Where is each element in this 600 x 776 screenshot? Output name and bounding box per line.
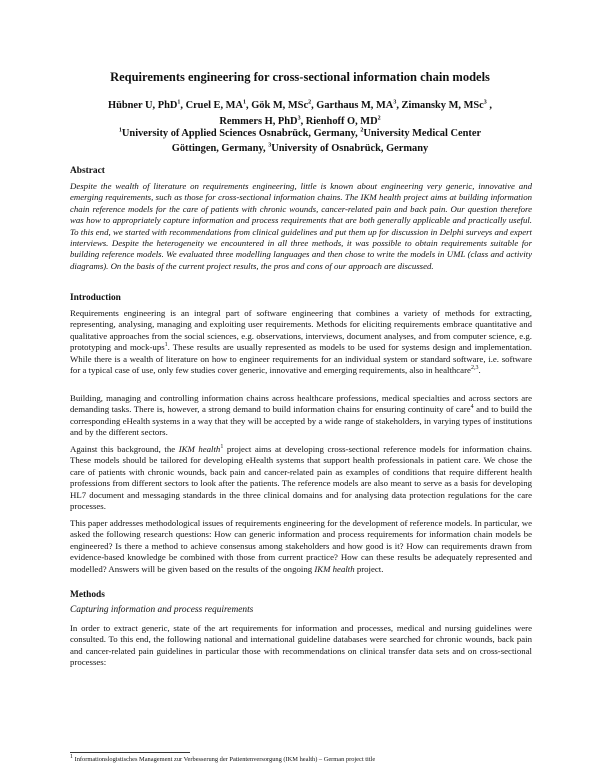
affiliation-mark: 2 (360, 127, 364, 134)
affiliation-mark: 3 (483, 99, 487, 106)
project-name: IKM health (314, 563, 355, 574)
methods-heading: Methods (70, 590, 105, 600)
affiliation-mark: 3 (268, 142, 272, 149)
abstract-text: Despite the wealth of literature on requirements engineering, little is known about engineering very generic, innovative and emerging requirements, such as those for cross-sectional information chains. The IKM health project aims at building information chain reference models for the care of patients with chronic wounds, cancer-related pain and back pain. Our question therefore was how to appropriately capture information and process requirements that are both generally applicable and practically useful. To this end, we started with recommendations from clinical guidelines and put them up for discussion in Delphi surveys and expert interviews. Despite the heterogeneity we encountered in all three methods, it was possible to obtain requirements suitable for building reference models. We evaluated three modelling languages and then chose to write the models in UML (class and activity diagrams). On the basis of the current project results, the pros and cons of our approach are discussed. (70, 181, 532, 271)
citation-mark: 2,3 (470, 365, 479, 372)
author-line-1 (80, 98, 520, 114)
citation-mark: 1 (164, 342, 168, 349)
author-name: , Garthaus M, MA (311, 100, 394, 111)
affiliation-mark: 2 (377, 115, 381, 122)
affiliation-text: Göttingen, Germany, (171, 143, 269, 154)
methods-paragraph-1: In order to extract generic, state of the art requirements for information and processes, medical and nursing guidelines were consulted. To this end, the following national and international guideline databases were searched for chronic wounds, back pain and cancer-related pain guidelines in particular those with recommendations on clinical transfer data sets and on cross-sectional processes: (70, 623, 532, 668)
footnote-divider (70, 752, 190, 753)
affiliation-mark: 1 (118, 127, 122, 134)
intro-paragraph-1: Requirements engineering is an integral part of software engineering that combines a variety of methods for extracting, representing, analysing, managing and exploiting user requirements. Methods for eliciting requirements embrace quantitative and qualitative approaches from the social sciences, e.g. observations, interviews, document analyses, and from computer science, e.g. prototyping and mock-ups$^1$. These results are usually represented as models to be used for systems design and implementation. While there is a wealth of literature on how to engineer requirements for an individual system or standard software, i.e. software for a typical case of use, only few studies cover generic, innovative and emerging requirements, also in healthcare$^{2,3}$. (70, 308, 532, 376)
author-name: , Gök M, MSc (246, 100, 309, 111)
affiliation-mark: 3 (393, 99, 397, 106)
author-name: , Cruel E, MA (180, 100, 243, 111)
affiliation-mark: 2 (308, 99, 312, 106)
affiliation-mark: 1 (243, 99, 246, 106)
affiliation-text: University Medical Center (363, 128, 482, 139)
affiliation-text: University of Applied Sciences Osnabrück, Germany, (121, 128, 361, 139)
intro-paragraph-4: This paper addresses methodological issues of requirements engineering for the development of reference models. In particular, we asked the following research questions: How can generic information and process requirements for information chain models be engineered? Is there a method to achieve consensus among stakeholders and how good is it? How can requirements drawn from evidence-based knowledge be combined with those from current practice? How can these results be adequately represented and modelled? Answers will be given based on the results of the ongoing IKM health project. (70, 518, 532, 574)
footnote-mark: 1 (70, 753, 73, 760)
footnote-text: Informationslogistisches Management zur Verbesserung der Patientenversorgung (IKM health) – German project title (73, 756, 376, 763)
abstract-heading: Abstract (70, 166, 105, 176)
author-name: , Rienhoff O, MD (300, 115, 378, 127)
footnote (70, 753, 530, 763)
author-separator: , (486, 100, 492, 111)
affiliation-mark: 1 (177, 99, 181, 106)
author-list (80, 98, 520, 129)
footnote-mark: 1 (220, 444, 224, 451)
author-name: Hübner U, PhD (107, 100, 178, 111)
intro-paragraph-2: Building, managing and controlling information chains across healthcare professions, medical specialties and across sectors are demanding tasks. There is, however, a strong demand to build information chains for ensuring continuity of care$^4$ and to build the corresponding eHealth systems in a way that they will be accepted by a wide range of stakeholders, in varying types of institutions and by the different sectors. (70, 393, 532, 438)
affiliations (70, 126, 530, 156)
citation-mark: 4 (470, 404, 474, 411)
methods-subheading: Capturing information and process requirements (70, 605, 254, 615)
paper-title: Requirements engineering for cross-sectional information chain models (110, 70, 490, 84)
affiliation-line-2 (70, 141, 530, 156)
affiliation-mark: 3 (297, 115, 301, 122)
author-name: , Zimansky M, MSc (396, 100, 484, 111)
intro-paragraph-3: Against this background, the IKM health$^1$ project aims at developing cross-sectional reference models for information chains. These models should be tailored for developing eHealth systems that support health professionals in patient care. We chose the care of patients with chronic wounds, back pain and cancer-related pain as examples of conditions that require different health professions from different sectors to look after the patients. The reference models are also meant to serve as a basis for developing HL7 document and messaging standards in the three clinical domains and for analysing data protection regulations for the care processes. (70, 444, 532, 512)
project-name: IKM health (178, 444, 221, 454)
affiliation-line-1 (70, 126, 530, 141)
affiliation-text: University of Osnabrück, Germany (271, 143, 429, 154)
author-name: Remmers H, PhD (219, 115, 298, 127)
introduction-heading: Introduction (70, 293, 121, 303)
